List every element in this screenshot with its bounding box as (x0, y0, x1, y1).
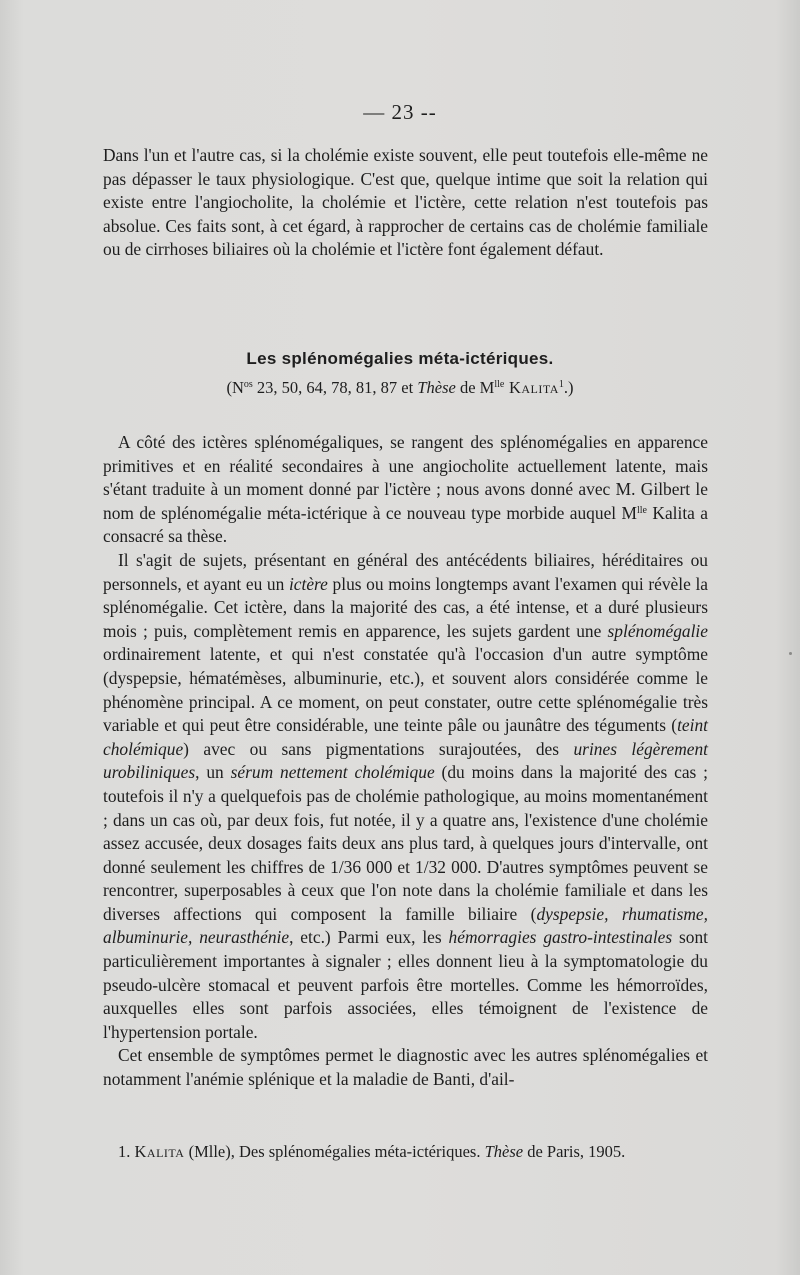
section-references (0, 378, 800, 398)
intro-paragraph-text: Dans l'un et l'autre cas, si la cholémie existe souvent, elle peut toutefois elle-même ne pas dépasser le taux physiologique. C'est que, quelque intime que soit la relation qui existe entre l'angiocholite, la cholémie et l'ictère, cette relation n'est toutefois pas absolue. Ces faits sont, à cet égard, à rapprocher de certains cas de cholémie familiale ou de cirrhoses biliaires où la cholémie et l'ictère font également défaut. (103, 145, 708, 260)
p2-text-8: sont particulièrement importantes à signaler ; elles donnent lieu à la symptomatologie du pseudo-ulcère stomacal et peuvent parfois être mortelles. Comme les hémorroïdes, auxquelles elles sont parfois associées, elles témoignent de l'existence de l'hypertension portale. (103, 927, 709, 1042)
refs-footnote-mark: 1 (558, 379, 564, 390)
refs-de: de M (455, 378, 495, 397)
paragraph-1-text-a: A côté des ictères splénomégaliques, se rangent des splénomégalies en apparence primitives et en réalité secondaires à une angiocholite actuellement latente, mais s'étant traduite à un moment donné par l'ictère ; nous avons donné avec M. Gilbert le nom de splénomégalie méta-ictérique à ce nouveau type morbide auquel M (103, 432, 708, 523)
p2-text-7: , etc.) Parmi eux, les (289, 927, 449, 948)
p2-text-2: plus ou moins longtemps avant l'examen qui révèle la splénomégalie. Cet ictère, dans la majorité des cas, a été intense, et a duré plusieurs mois ; puis, complètement remis en apparence, les sujets gardent une (103, 573, 708, 641)
paragraph-2 (103, 549, 708, 1044)
section-title: Les splénomégalies méta-ictériques. (246, 349, 554, 368)
paragraph-3: Cet ensemble de symptômes permet le diagnostic avec les autres splénomégalies et notamment l'anémie splénique et la maladie de Banti, d'ail- (103, 1045, 708, 1090)
footnote-text-a: (Mlle), Des splénomégalies méta-ictériques. (184, 1142, 485, 1161)
p2-italic-1: ictère (288, 573, 328, 594)
refs-lle-sup: lle (494, 379, 505, 390)
p2-italic-3: teint cholémique (103, 715, 708, 759)
p2-text-6: (du moins dans la majorité des cas ; toutefois il n'y a quelquefois pas de cholémie pathologique, au moins momentanément ; dans un cas où, par deux fois, fut notée, il y a quatre ans, l'existence d'une cholémie assez accusée, deux dosages faits deux ans plus tard, à quelques jours d'intervalle, ont donné seulement les chiffres de 1/36 000 et 1/32 000. D'autres symptômes peuvent se rencontrer, superposables à ceux que l'on note dans la cholémie familiale et dans les diverses affections qui composent la famille biliaire ( (103, 762, 709, 924)
body-text (103, 431, 708, 1092)
margin-speck (789, 652, 792, 655)
refs-os-sup: os (243, 379, 253, 390)
footnote-number: 1. (118, 1142, 131, 1161)
p2-italic-2: splénomégalie (607, 620, 708, 641)
footnote-text-b: de Paris, 1905. (523, 1142, 626, 1161)
refs-close: .) (563, 378, 574, 397)
footnote-author: Kalita (134, 1142, 185, 1161)
refs-mid: 23, 50, 64, 78, 81, 87 et (252, 378, 418, 397)
paragraph-1-text-b: Kalita a consacré sa thèse. (103, 502, 708, 547)
refs-these: Thèse (417, 378, 456, 397)
intro-paragraph (103, 144, 708, 262)
refs-author: Kalita (504, 378, 559, 397)
p2-italic-6: dyspepsie, rhumatisme, albuminurie, neurasthénie (103, 903, 709, 948)
paragraph-1-sup: lle (636, 504, 647, 516)
page-number: — 23 -- (363, 100, 437, 124)
p2-italic-7: hémorragies gastro-intestinales (448, 927, 673, 948)
paragraph-1 (103, 431, 708, 549)
p2-text-4: ) avec ou sans pigmentations surajoutées, des (183, 738, 574, 759)
footnote (118, 1141, 708, 1163)
footnote-these: Thèse (484, 1142, 524, 1161)
p2-text-1: Il s'agit de sujets, présentant en général des antécédents biliaires, héréditaires ou personnels, et ayant eu un (103, 549, 708, 594)
p2-italic-5: sérum nettement cholémique (230, 762, 435, 783)
p2-text-3: ordinairement latente, et qui n'est constatée qu'à l'occasion d'un autre symptôme (dyspepsie, hématémèses, albuminurie, etc.), et souvent alors considérée comme le phénomène principal. A ce moment, on peut constater, outre cette splénomégalie très variable et qui peut être considérable, une teinte pâle ou jaunâtre des téguments ( (103, 644, 708, 736)
refs-open: (N (226, 378, 244, 397)
p2-text-5: , un (195, 762, 231, 783)
p2-italic-4: urines légèrement urobiliniques (103, 738, 709, 783)
